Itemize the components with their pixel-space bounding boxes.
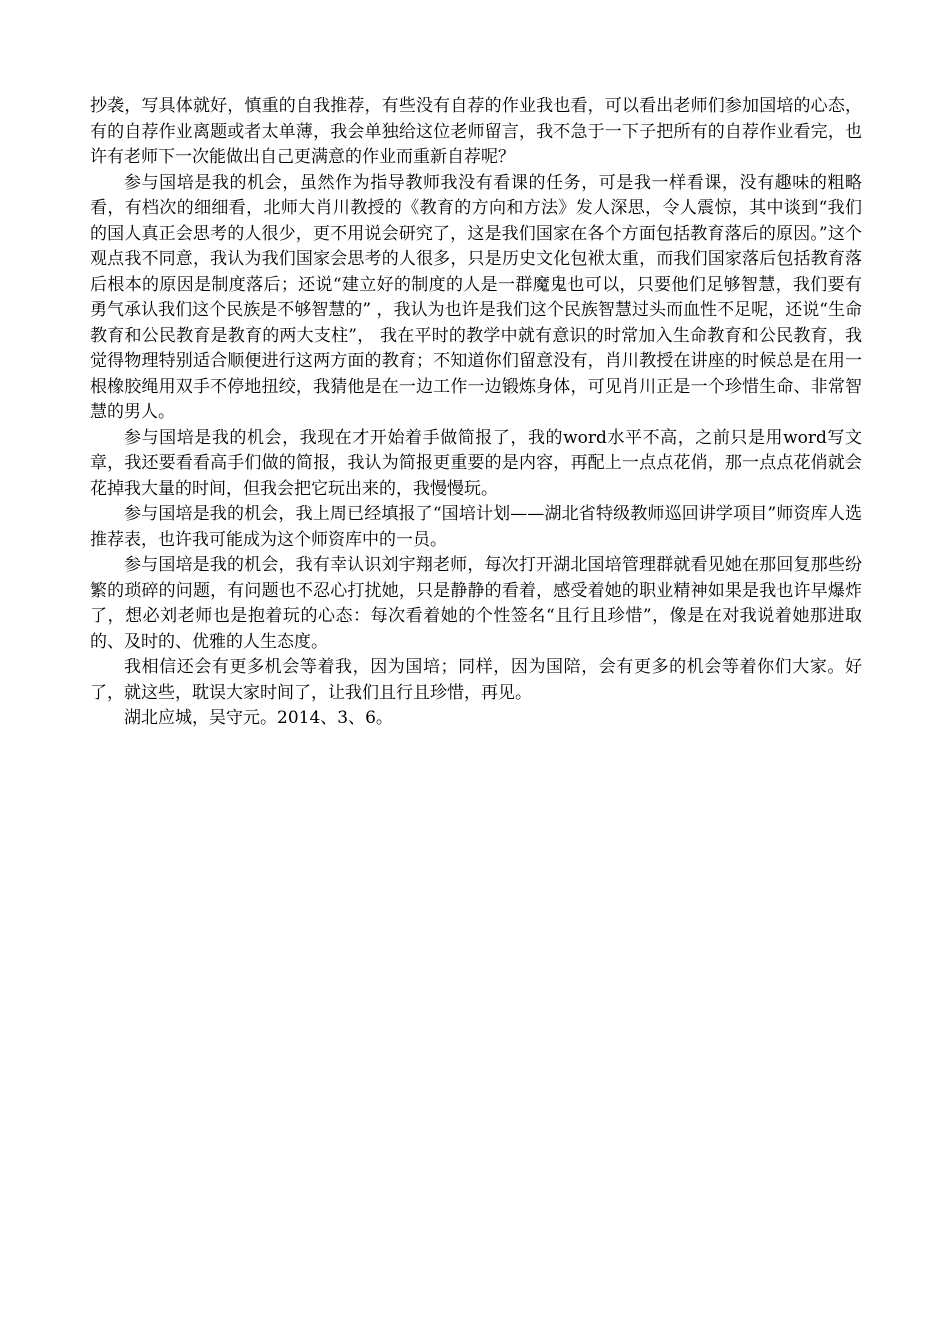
paragraph-6: 我相信还会有更多机会等着我，因为国培；同样，因为国陪，会有更多的机会等着你们大家。好了，就这些，耽误大家时间了，让我们且行且珍惜，再见。 — [90, 657, 862, 703]
paragraph-3: 参与国培是我的机会，我现在才开始着手做简报了，我的word水平不高，之前只是用word写文章，我还要看看高手们做的简报，我认为简报更重要的是内容，再配上一点点花俏，那一点点花俏就会花掉我大量的时间，但我会把它玩出来的，我慢慢玩。 — [90, 427, 862, 499]
paragraph-1: 抄袭，写具体就好，慎重的自我推荐，有些没有自荐的作业我也看，可以看出老师们参加国培的心态，有的自荐作业离题或者太单薄，我会单独给这位老师留言，我不急于一下子把所有的自荐作业看完，也许有老师下一次能做出自己更满意的作业而重新自荐呢？ — [90, 96, 862, 167]
paragraph-4: 参与国培是我的机会，我上周已经填报了“国培计划——湖北省特级教师巡回讲学项目”师资库人选推荐表，也许我可能成为这个师资库中的一员。 — [90, 504, 862, 550]
paragraph-2: 参与国培是我的机会，虽然作为指导教师我没有看课的任务，可是我一样看课，没有趣味的粗略看，有档次的细细看，北师大肖川教授的《教育的方向和方法》发人深思，令人震惊，其中谈到“我们的国人真正会思考的人很少，更不用说会研究了，这是我们国家在各个方面包括教育落后的原因。”这个观点我不同意，我认为我们国家会思考的人很多，只是历史文化包袱太重，而我们国家落后包括教育落后根本的原因是制度落后；还说“建立好的制度的人是一群魔鬼也可以，只要他们足够智慧，我们要有勇气承认我们这个民族是不够智慧的” ，我认为也许是我们这个民族智慧过头而血性不足呢，还说“生命教育和公民教育是教育的两大支柱”， 我在平时的教学中就有意识的时常加入生命教育和公民教育，我觉得物理特别适合顺便进行这两方面的教育；不知道你们留意没有，肖川教授在讲座的时候总是在用一根橡胶绳用双手不停地扭绞，我猜他是在一边工作一边锻炼身体，可见肖川正是一个珍惜生命、非常智慧的男人。 — [90, 172, 862, 422]
paragraph-5: 参与国培是我的机会，我有幸认识刘宇翔老师，每次打开湖北国培管理群就看见她在那回复那些纷繁的琐碎的问题，有问题也不忍心打扰她，只是静静的看着，感受着她的职业精神如果是我也许早爆炸了，想必刘老师也是抱着玩的心态：每次看着她的个性签名“且行且珍惜”，像是在对我说着她那进取的、及时的、优雅的人生态度。 — [90, 555, 862, 652]
document-body — [90, 94, 862, 732]
signature-line: 湖北应城，吴守元。2014、3、6。 — [124, 708, 393, 728]
